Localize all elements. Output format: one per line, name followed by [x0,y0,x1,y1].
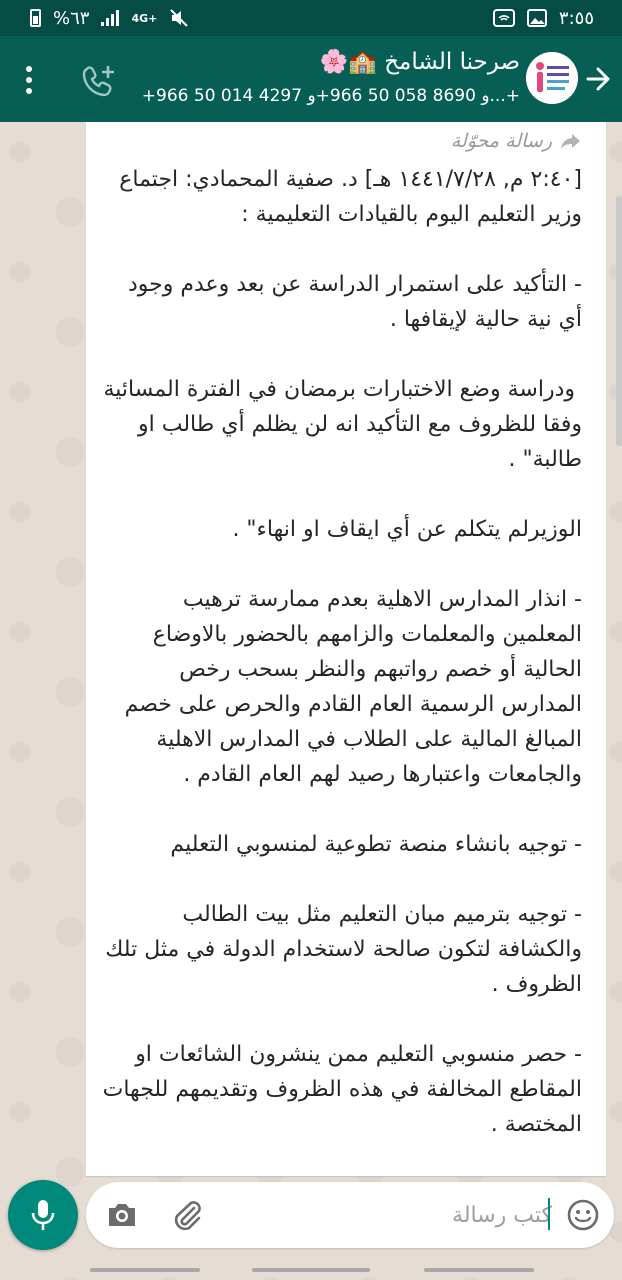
more-options-icon[interactable] [26,66,32,94]
message-composer [86,1182,614,1248]
status-bar [0,0,622,36]
microphone-icon [30,1198,56,1232]
text-cursor [548,1198,550,1230]
message-text: [٢:٤٠ م, ١٤٤١/٧/٢٨ هـ] د. صفية المحمادي: اجتماع وزير التعليم اليوم بالقيادات التعليمية : - التأكيد على استمرار الدراسة عن بعد وعدم وجود أي نية حالية لإيقافها . ودراسة وضع الاختبارات برمضان في الفترة المسائية وفقا للظروف مع التأكيد انه لن يظلم أي طالب او طالبة" . الوزيرلم يتكلم عن أي ايقاف او انهاء" . - انذار المدارس الاهلية بعدم ممارسة ترهيب المعلمين والمعلمات والزامهم بالحضور بالاوضاع الحالية أو خصم رواتبهم والنظر بسحب رخص المدارس الرسمية العام القادم والحرص على خصم المبالغ المالية على الطلاب في المدارس الاهلية والجامعات واعتبارها رصيد لهم العام القادم . - توجيه بانشاء منصة تطوعية لمنسوبي التعليم - توجيه بترميم مبان التعليم مثل بيت الطالب والكشافة لتكون صالحة لاستخدام الدولة في مثل تلك الظروف . - حصر منسوبي التعليم ممن ينشرون الشائعات او المقاطع المخالفة في هذه الظروف وتقديمهم للجهات المختصة . [102,167,582,1137]
chat-header [0,36,622,122]
nav-back[interactable] [90,1268,200,1272]
nav-home[interactable] [252,1268,370,1272]
forwarded-label: رسالة محوّلة [450,130,552,152]
forward-arrow-icon [560,132,582,150]
signal-icon [101,10,119,26]
attach-icon[interactable] [170,1198,204,1232]
message-bubble[interactable] [86,122,606,1176]
clock: ٣:٥٥ [558,7,594,29]
voice-record-button[interactable] [8,1180,78,1250]
gallery-icon [527,9,547,27]
chat-info[interactable] [120,46,520,110]
wifi-calling-icon [493,9,515,27]
scrollbar[interactable] [616,196,622,446]
school-logo-icon [526,52,578,104]
battery-icon [30,9,41,27]
chat-participants: ‎+966 50 014 4297 و‎+966 50 058 8690 و...+ [141,86,520,106]
back-arrow-icon[interactable] [584,64,612,94]
group-avatar[interactable] [526,52,578,104]
network-type: 4G+ [131,11,158,25]
status-left [30,8,189,29]
add-call-icon[interactable] [80,62,120,98]
nav-recents[interactable] [424,1268,534,1272]
camera-icon[interactable] [106,1200,138,1230]
battery-level: %٦٣ [53,7,90,29]
chat-title: صرحنا الشامخ 🏫🌸 [319,49,520,75]
system-nav-bar [0,1262,622,1280]
status-right [493,8,594,29]
emoji-icon[interactable] [566,1198,600,1232]
message-input[interactable] [252,1196,552,1234]
mute-icon [169,8,189,28]
forwarded-indicator [451,124,582,158]
